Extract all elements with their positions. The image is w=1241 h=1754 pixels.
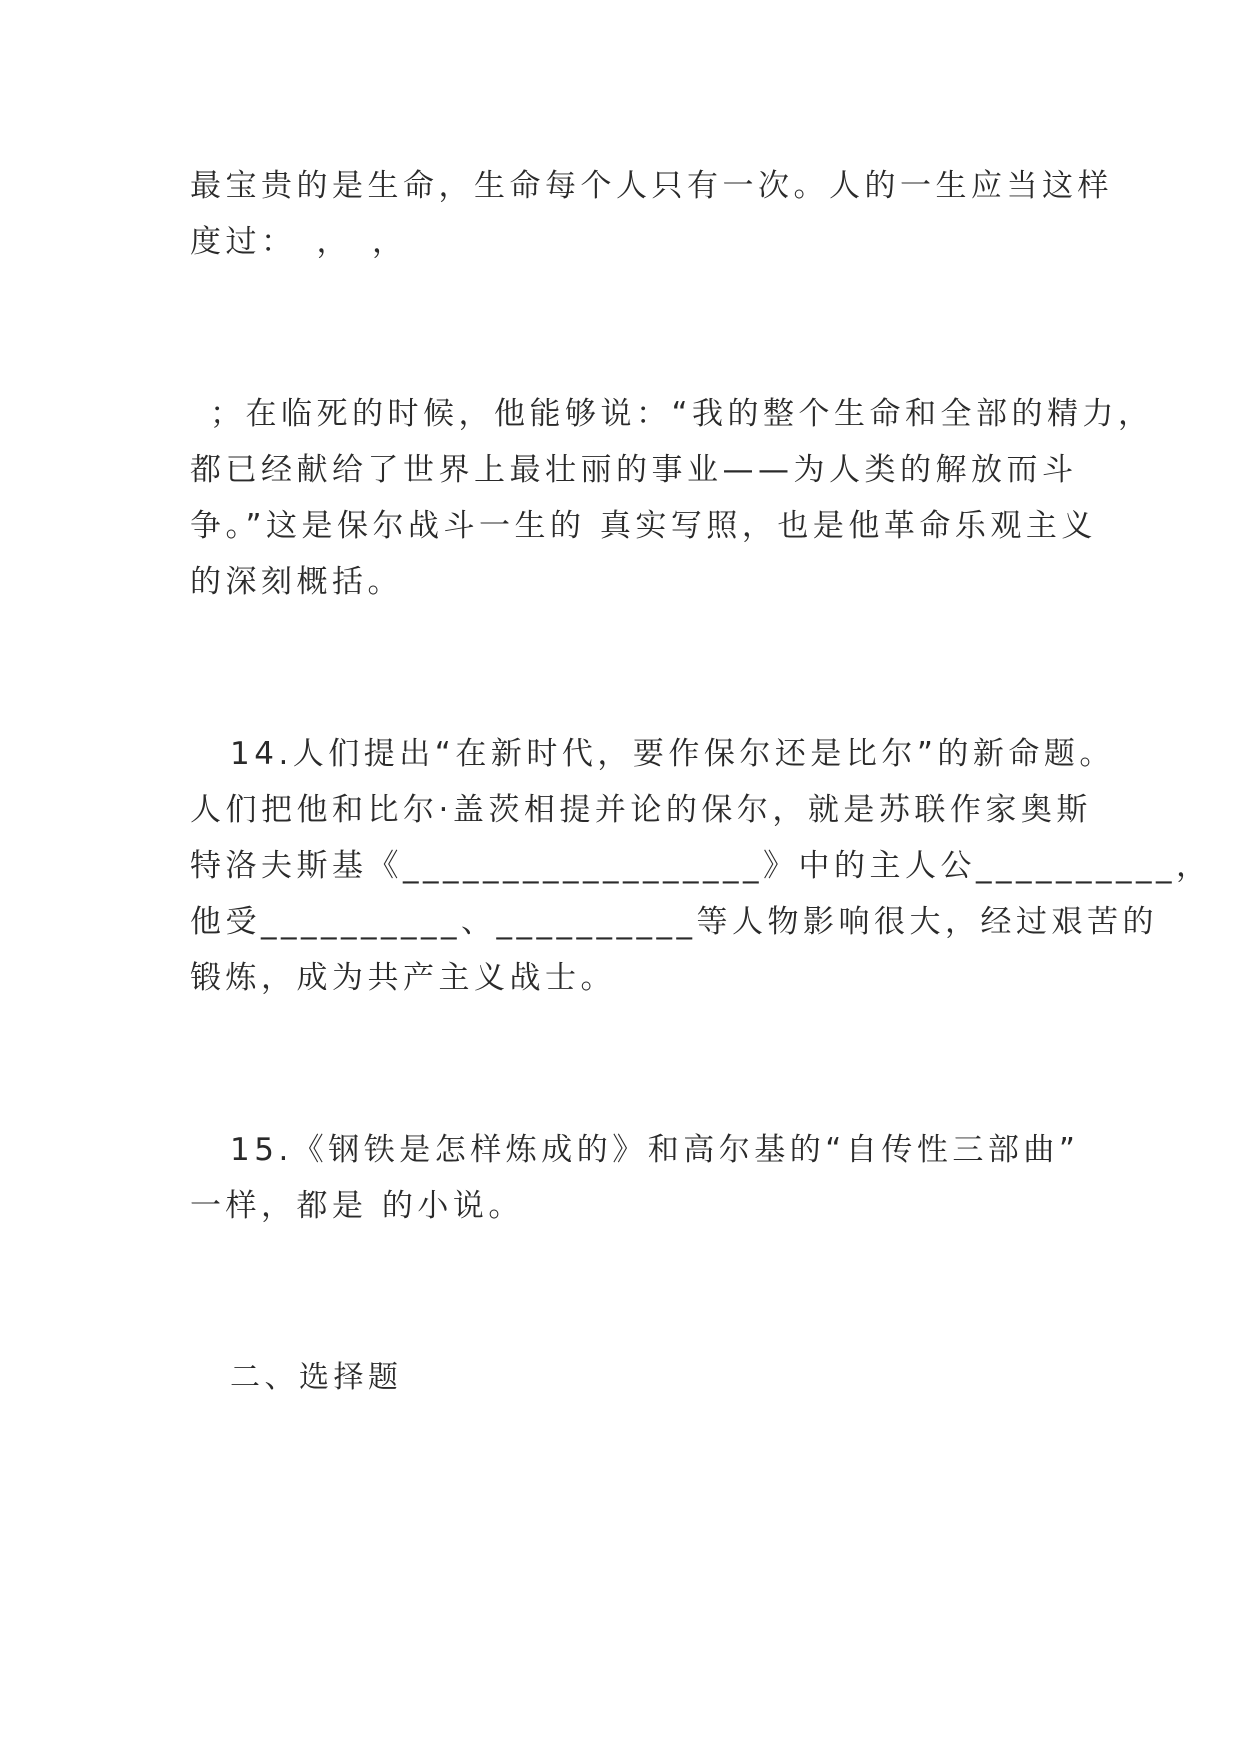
paragraph-line: 度过： ， ， [190, 224, 408, 260]
paragraph-line: 最宝贵的是生命，生命每个人只有一次。人的一生应当这样 [190, 168, 1113, 204]
question-14-line: 他受__________、__________等人物影响很大，经过艰苦的 [190, 904, 1158, 940]
paragraph-line: 的深刻概括。 [190, 564, 403, 600]
question-14-line: 14.人们提出“在新时代，要作保尔还是比尔”的新命题。 [230, 736, 1115, 772]
section-heading: 二、选择题 [230, 1360, 403, 1395]
paragraph-line: 争。”这是保尔战斗一生的 真实写照，也是他革命乐观主义 [190, 508, 1097, 544]
paragraph-line: 都已经献给了世界上最壮丽的事业——为人类的解放而斗 [190, 452, 1078, 488]
question-15-line: 15.《钢铁是怎样炼成的》和高尔基的“自传性三部曲” [230, 1132, 1080, 1168]
question-14-line: 特洛夫斯基《__________________》中的主人公__________， [190, 848, 1212, 884]
question-14-line: 人们把他和比尔·盖茨相提并论的保尔，就是苏联作家奥斯 [190, 792, 1092, 828]
paragraph-line: ；在临死的时候，他能够说：“我的整个生命和全部的精力， [210, 396, 1154, 432]
question-14-line: 锻炼，成为共产主义战士。 [190, 960, 616, 996]
question-15-line: 一样，都是 的小说。 [190, 1188, 524, 1224]
